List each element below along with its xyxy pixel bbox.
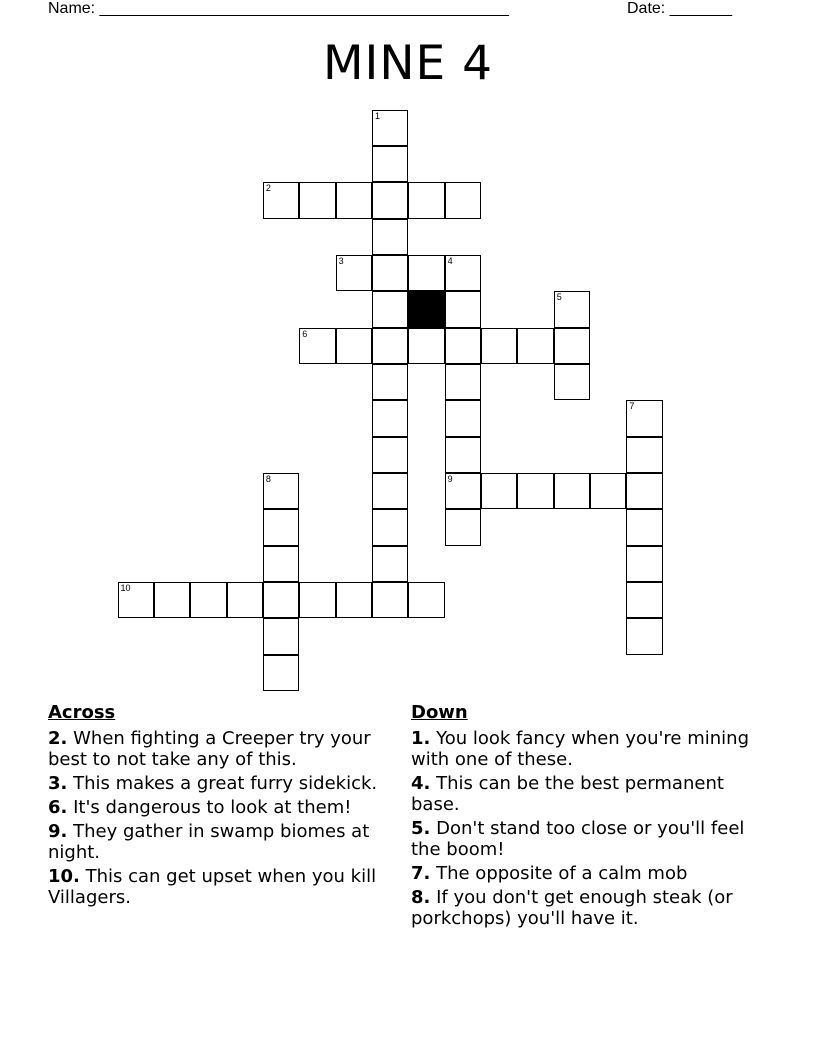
grid-cell[interactable] — [263, 582, 299, 618]
grid-cell[interactable] — [372, 291, 408, 327]
grid-cell[interactable] — [554, 291, 590, 327]
puzzle-title: MINE 4 — [322, 36, 494, 91]
grid-cell[interactable] — [336, 328, 372, 364]
cell-number: 5 — [556, 292, 562, 303]
grid-cell[interactable] — [372, 219, 408, 255]
clue-item — [411, 773, 761, 815]
clue-text: When fighting a Creeper try your best to not take any of this. — [48, 728, 371, 770]
grid-cell[interactable] — [372, 110, 408, 146]
grid-cell[interactable] — [372, 328, 408, 364]
down-heading: Down — [411, 702, 468, 723]
clue-number: 10. — [48, 866, 80, 887]
clue-number: 1. — [411, 728, 431, 749]
grid-cell[interactable] — [299, 182, 335, 218]
grid-cell[interactable] — [263, 473, 299, 509]
name-field-label: Name: ______________________________________________ — [48, 0, 509, 17]
grid-cell[interactable] — [372, 182, 408, 218]
grid-cell[interactable] — [554, 364, 590, 400]
clue-item — [48, 728, 393, 770]
down-clues — [411, 702, 761, 932]
clue-number: 2. — [48, 728, 68, 749]
clue-item — [411, 728, 761, 770]
grid-cell[interactable] — [481, 328, 517, 364]
grid-cell[interactable] — [626, 473, 662, 509]
clue-text: You look fancy when you're mining with one of these. — [411, 728, 750, 770]
clue-item — [48, 866, 393, 908]
grid-cell[interactable] — [445, 328, 481, 364]
cell-number: 9 — [447, 474, 453, 484]
grid-cell[interactable] — [372, 546, 408, 582]
clue-number: 9. — [48, 821, 68, 842]
cell-number: 2 — [265, 183, 271, 194]
grid-cell[interactable] — [408, 328, 444, 364]
grid-cell[interactable] — [299, 328, 335, 364]
clue-text: This can be the best permanent base. — [411, 773, 724, 815]
grid-cell[interactable] — [263, 509, 299, 545]
clue-number: 5. — [411, 818, 431, 839]
clue-text: The opposite of a calm mob — [436, 863, 688, 884]
grid-cell[interactable] — [517, 473, 553, 509]
grid-cell[interactable] — [372, 437, 408, 473]
grid-cell[interactable] — [299, 582, 335, 618]
grid-cell[interactable] — [481, 473, 517, 509]
grid-cell[interactable] — [445, 255, 481, 291]
grid-cell[interactable] — [445, 291, 481, 327]
grid-cell[interactable] — [372, 400, 408, 436]
grid-cell[interactable] — [372, 582, 408, 618]
grid-cell[interactable] — [154, 582, 190, 618]
clue-number: 3. — [48, 773, 68, 794]
clue-item — [411, 863, 761, 884]
grid-cell[interactable] — [336, 255, 372, 291]
grid-cell[interactable] — [445, 473, 481, 509]
grid-cell[interactable] — [590, 473, 626, 509]
grid-cell[interactable] — [263, 618, 299, 654]
clue-item — [48, 797, 393, 818]
grid-cell[interactable] — [336, 582, 372, 618]
clue-number: 7. — [411, 863, 431, 884]
clue-text: Don't stand too close or you'll feel the boom! — [411, 818, 745, 860]
grid-cell[interactable] — [626, 400, 662, 436]
grid-cell[interactable] — [626, 509, 662, 545]
grid-cell[interactable] — [408, 255, 444, 291]
grid-cell[interactable] — [118, 582, 154, 618]
grid-cell[interactable] — [626, 546, 662, 582]
grid-cell[interactable] — [263, 546, 299, 582]
grid-cell[interactable] — [554, 473, 590, 509]
grid-cell[interactable] — [372, 255, 408, 291]
grid-cell[interactable] — [445, 509, 481, 545]
grid-cell[interactable] — [626, 437, 662, 473]
grid-cell[interactable] — [190, 582, 226, 618]
grid-cell[interactable] — [445, 437, 481, 473]
cell-number: 3 — [338, 255, 344, 266]
grid-cell[interactable] — [336, 182, 372, 218]
grid-cell[interactable] — [227, 582, 263, 618]
grid-cell[interactable] — [263, 655, 299, 691]
clue-text: They gather in swamp biomes at night. — [48, 821, 370, 863]
grid-cell[interactable] — [626, 618, 662, 654]
grid-cell[interactable] — [372, 364, 408, 400]
clue-text: This makes a great furry sidekick. — [73, 773, 378, 794]
clue-number: 8. — [411, 887, 431, 908]
clue-number: 4. — [411, 773, 431, 794]
grid-cell[interactable] — [626, 582, 662, 618]
cell-number: 8 — [265, 474, 271, 484]
across-clues — [48, 702, 393, 911]
grid-cell[interactable] — [445, 364, 481, 400]
date-field-label: Date: _______ — [627, 0, 732, 17]
grid-cell[interactable] — [517, 328, 553, 364]
clue-item — [48, 773, 393, 794]
cell-number: 4 — [447, 255, 453, 266]
grid-cell[interactable] — [372, 146, 408, 182]
grid-cell[interactable] — [554, 328, 590, 364]
clue-text: It's dangerous to look at them! — [73, 797, 352, 818]
grid-cell[interactable] — [263, 182, 299, 218]
clue-item — [411, 818, 761, 860]
clue-item — [48, 821, 393, 863]
grid-cell[interactable] — [445, 182, 481, 218]
across-heading: Across — [48, 702, 116, 723]
cell-number: 7 — [629, 401, 635, 412]
grid-cell[interactable] — [408, 582, 444, 618]
grid-block-cell — [408, 291, 444, 327]
cell-number: 1 — [374, 110, 380, 121]
cell-number: 6 — [302, 328, 308, 339]
clue-item — [411, 887, 761, 929]
clue-number: 6. — [48, 797, 68, 818]
grid-cell[interactable] — [445, 400, 481, 436]
grid-cell[interactable] — [372, 509, 408, 545]
grid-cell[interactable] — [408, 182, 444, 218]
grid-cell[interactable] — [372, 473, 408, 509]
cell-number: 10 — [120, 583, 131, 594]
clue-text: If you don't get enough steak (or porkchops) you'll have it. — [411, 887, 733, 929]
clue-text: This can get upset when you kill Villagers. — [48, 866, 377, 908]
